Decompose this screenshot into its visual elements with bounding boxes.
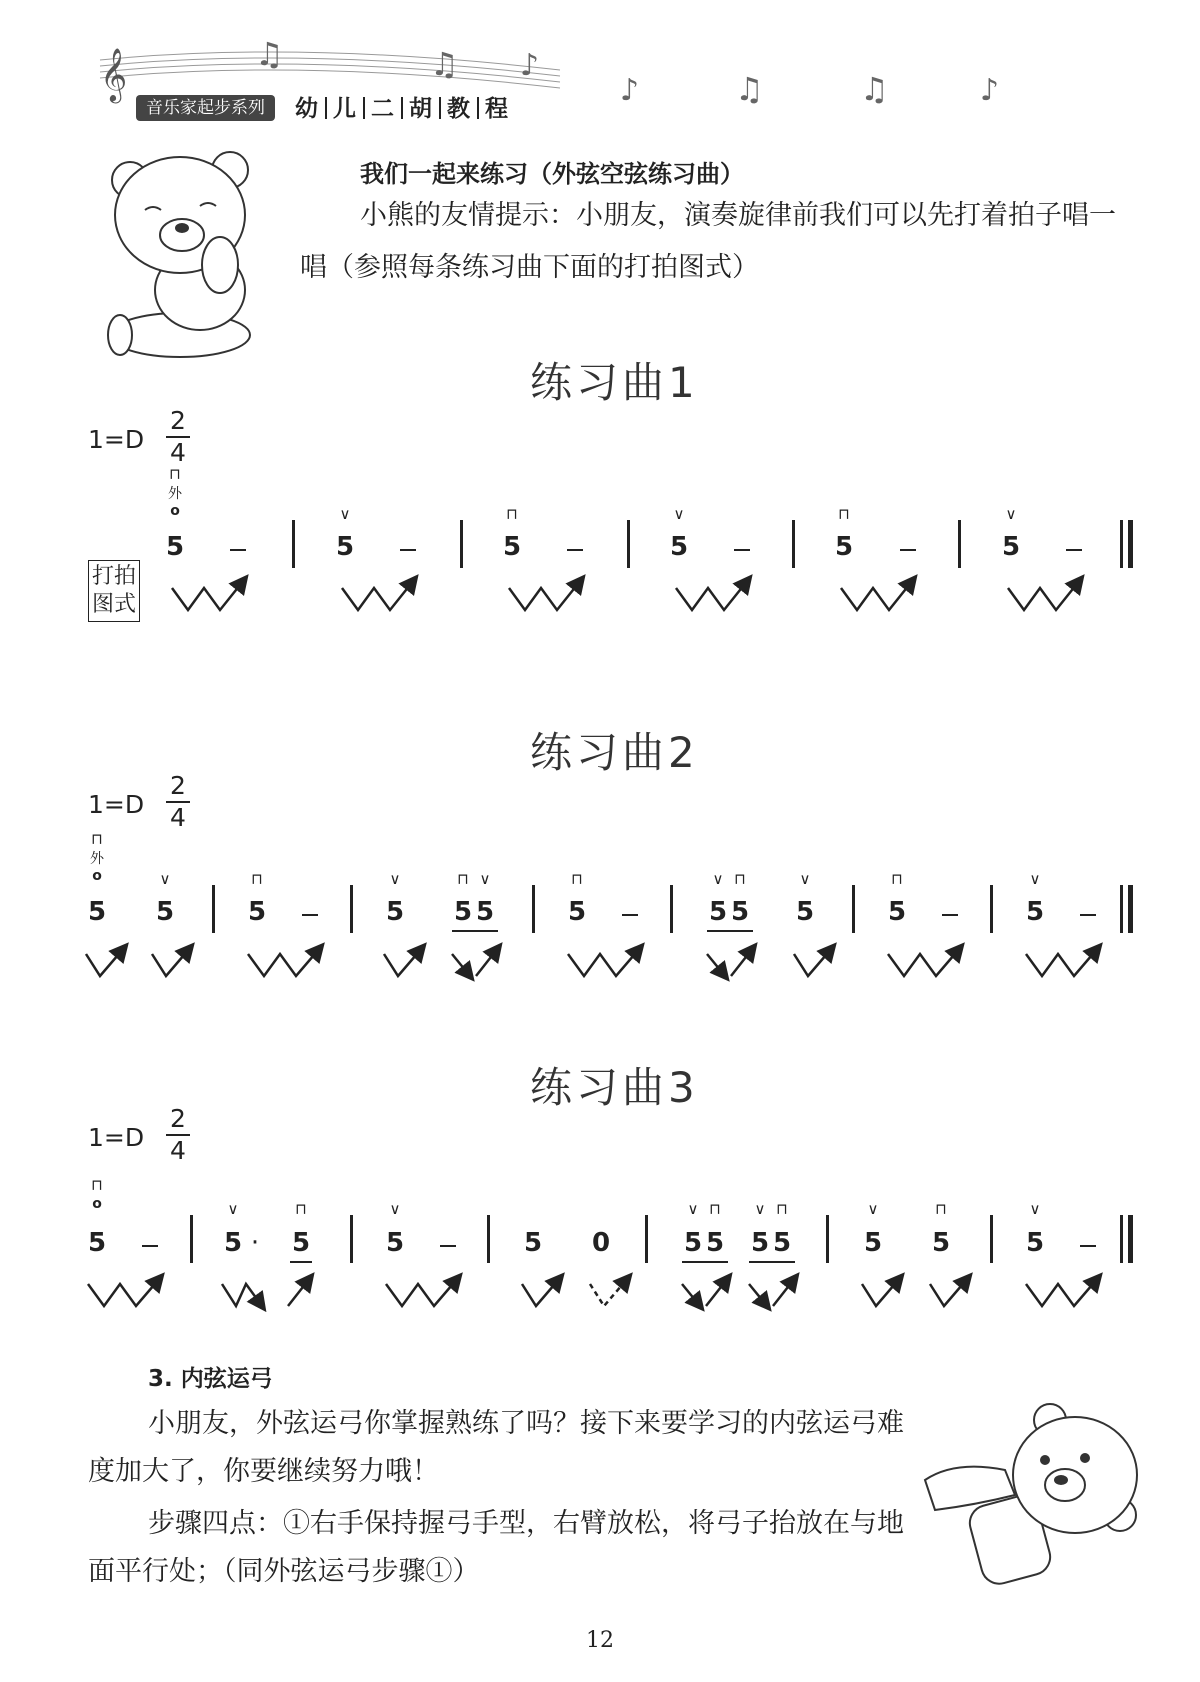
note: 5 bbox=[385, 1228, 405, 1258]
barline bbox=[190, 1215, 193, 1263]
eighth-underline bbox=[290, 1261, 312, 1263]
bow-pull-mark: ⊓ bbox=[169, 465, 181, 483]
dash bbox=[440, 1245, 456, 1247]
bow-pull-mark: ⊓ bbox=[295, 1200, 307, 1218]
barline bbox=[532, 885, 535, 933]
bow-push-mark: ∨ bbox=[799, 870, 811, 888]
string-mark: 外 bbox=[90, 851, 104, 867]
barline bbox=[670, 885, 673, 933]
note: 5 bbox=[887, 897, 907, 927]
dash bbox=[302, 914, 318, 916]
bow-push-mark: ∨ bbox=[1005, 505, 1017, 523]
dash bbox=[734, 549, 750, 551]
section-paragraph-2: 步骤四点：①右手保持握弓手型，右臂放松，将弓子抬放在与地面平行处；（同外弦运弓步骤①） bbox=[88, 1508, 904, 1587]
final-barline bbox=[1128, 1215, 1133, 1263]
note: 5 bbox=[1025, 897, 1045, 927]
exercise-2-title: 练习曲2 bbox=[530, 728, 699, 777]
barline bbox=[487, 1215, 490, 1263]
bow-push-mark: ∨ bbox=[1029, 870, 1041, 888]
barline bbox=[990, 1215, 993, 1263]
note: 5 bbox=[750, 1228, 770, 1258]
svg-text:♫: ♫ bbox=[735, 70, 764, 108]
barline bbox=[212, 885, 215, 933]
dash bbox=[230, 549, 246, 551]
section-paragraph-1: 小朋友，外弦运弓你掌握熟练了吗？接下来要学习的内弦运弓难度加大了，你要继续努力哦！ bbox=[88, 1408, 904, 1487]
bow-push-mark: ∨ bbox=[389, 870, 401, 888]
barline bbox=[1120, 1215, 1123, 1263]
dash bbox=[1066, 549, 1082, 551]
exercise-2-key: 1=D bbox=[88, 790, 145, 819]
note: 5 bbox=[834, 532, 854, 562]
final-barline bbox=[1128, 520, 1133, 568]
note: 5 bbox=[155, 897, 175, 927]
note: 5 bbox=[385, 897, 405, 927]
barline bbox=[627, 520, 630, 568]
eighth-underline bbox=[749, 1261, 795, 1263]
dash bbox=[900, 549, 916, 551]
section-title: 3. 内弦运弓 bbox=[148, 1366, 273, 1392]
note: 5 bbox=[523, 1228, 543, 1258]
note: 5 bbox=[683, 1228, 703, 1258]
eighth-underline bbox=[707, 930, 753, 932]
intro-title: 我们一起来练习（外弦空弦练习曲） bbox=[360, 160, 744, 188]
note: 5 bbox=[772, 1228, 792, 1258]
bow-pull-mark: ⊓ bbox=[734, 870, 746, 888]
bear-illustration-top bbox=[90, 140, 290, 360]
note: 5 bbox=[931, 1228, 951, 1258]
bow-push-mark: ∨ bbox=[389, 1200, 401, 1218]
bow-pull-mark: ⊓ bbox=[935, 1200, 947, 1218]
bow-pull-mark: ⊓ bbox=[457, 870, 469, 888]
note: 5 bbox=[453, 897, 473, 927]
note: 5 bbox=[705, 1228, 725, 1258]
bow-push-mark: ∨ bbox=[227, 1200, 239, 1218]
svg-text:♪: ♪ bbox=[620, 73, 640, 108]
exercise-3-key: 1=D bbox=[88, 1123, 145, 1152]
open-string-mark: o bbox=[170, 503, 180, 519]
intro-text: 小熊的友情提示：小朋友，演奏旋律前我们可以先打着拍子唱一唱（参照每条练习曲下面的打拍图式） bbox=[300, 200, 1116, 283]
bow-pull-mark: ⊓ bbox=[709, 1200, 721, 1218]
rest: 0 bbox=[591, 1228, 611, 1258]
barline bbox=[460, 520, 463, 568]
barline bbox=[826, 1215, 829, 1263]
note: 5 bbox=[669, 532, 689, 562]
note: 5 bbox=[247, 897, 267, 927]
final-barline bbox=[1128, 885, 1133, 933]
barline bbox=[350, 885, 353, 933]
dash bbox=[142, 1245, 158, 1247]
barline bbox=[292, 520, 295, 568]
note: 5 bbox=[502, 532, 522, 562]
eighth-underline bbox=[452, 930, 498, 932]
eighth-underline bbox=[682, 1261, 728, 1263]
barline bbox=[852, 885, 855, 933]
dot: · bbox=[250, 1228, 260, 1258]
svg-text:♪: ♪ bbox=[520, 48, 540, 83]
exercise-3-time-signature: 2 4 bbox=[166, 1105, 190, 1165]
barline bbox=[958, 520, 961, 568]
bow-push-mark: ∨ bbox=[673, 505, 685, 523]
note: 5 bbox=[567, 897, 587, 927]
note: 5 bbox=[1001, 532, 1021, 562]
bow-pull-mark: ⊓ bbox=[251, 870, 263, 888]
dash bbox=[400, 549, 416, 551]
barline bbox=[350, 1215, 353, 1263]
dash bbox=[1080, 1245, 1096, 1247]
book-title: 幼 儿 二 胡 教 程 bbox=[295, 96, 509, 122]
exercise-1-key: 1=D bbox=[88, 425, 145, 454]
bow-pull-mark: ⊓ bbox=[506, 505, 518, 523]
open-string-mark: o bbox=[92, 1196, 102, 1212]
string-mark: 外 bbox=[168, 486, 182, 502]
bow-pull-mark: ⊓ bbox=[891, 870, 903, 888]
bow-push-mark: ∨ bbox=[754, 1200, 766, 1218]
exercise-2-time-signature: 2 4 bbox=[166, 772, 190, 832]
bow-pull-mark: ⊓ bbox=[571, 870, 583, 888]
note: 5 bbox=[730, 897, 750, 927]
beat-pattern-row-2 bbox=[0, 942, 1200, 1022]
bow-push-mark: ∨ bbox=[159, 870, 171, 888]
svg-text:♫: ♫ bbox=[430, 45, 459, 83]
note: 5 bbox=[708, 897, 728, 927]
svg-text:♫: ♫ bbox=[860, 70, 889, 108]
exercise-3-title: 练习曲3 bbox=[530, 1063, 699, 1112]
beat-pattern-label: 打拍 图式 bbox=[88, 560, 140, 622]
note: 5 bbox=[335, 532, 355, 562]
bow-pull-mark: ⊓ bbox=[776, 1200, 788, 1218]
open-string-mark: o bbox=[92, 868, 102, 884]
beat-pattern-row-1 bbox=[0, 570, 1200, 650]
bow-pull-mark: ⊓ bbox=[91, 1176, 103, 1194]
note: 5 bbox=[87, 1228, 107, 1258]
bow-pull-mark: ⊓ bbox=[838, 505, 850, 523]
note: 5 bbox=[165, 532, 185, 562]
note: 5 bbox=[1025, 1228, 1045, 1258]
bow-push-mark: ∨ bbox=[1029, 1200, 1041, 1218]
bow-push-mark: ∨ bbox=[339, 505, 351, 523]
dash bbox=[567, 549, 583, 551]
note: 5 bbox=[87, 897, 107, 927]
barline bbox=[990, 885, 993, 933]
dash bbox=[942, 914, 958, 916]
dash bbox=[622, 914, 638, 916]
note: 5 bbox=[795, 897, 815, 927]
bow-push-mark: ∨ bbox=[687, 1200, 699, 1218]
note: 5 bbox=[863, 1228, 883, 1258]
beat-pattern-row-3 bbox=[0, 1272, 1200, 1352]
barline bbox=[1120, 520, 1123, 568]
series-label: 音乐家起步系列 bbox=[136, 95, 275, 121]
svg-text:♫: ♫ bbox=[255, 35, 284, 73]
bow-push-mark: ∨ bbox=[712, 870, 724, 888]
note: 5 bbox=[475, 897, 495, 927]
page-number: 12 bbox=[586, 1628, 614, 1653]
bow-push-mark: ∨ bbox=[479, 870, 491, 888]
dash bbox=[1080, 914, 1096, 916]
bow-pull-mark: ⊓ bbox=[91, 830, 103, 848]
barline bbox=[645, 1215, 648, 1263]
exercise-1-title: 练习曲1 bbox=[530, 358, 699, 407]
svg-text:𝄞: 𝄞 bbox=[100, 47, 128, 101]
barline bbox=[792, 520, 795, 568]
bear-illustration-bottom bbox=[915, 1400, 1145, 1600]
barline bbox=[1120, 885, 1123, 933]
note: 5 bbox=[223, 1228, 243, 1258]
exercise-1-time-signature: 2 4 bbox=[166, 407, 190, 467]
svg-text:♪: ♪ bbox=[980, 73, 1000, 108]
bow-push-mark: ∨ bbox=[867, 1200, 879, 1218]
note: 5 bbox=[291, 1228, 311, 1258]
